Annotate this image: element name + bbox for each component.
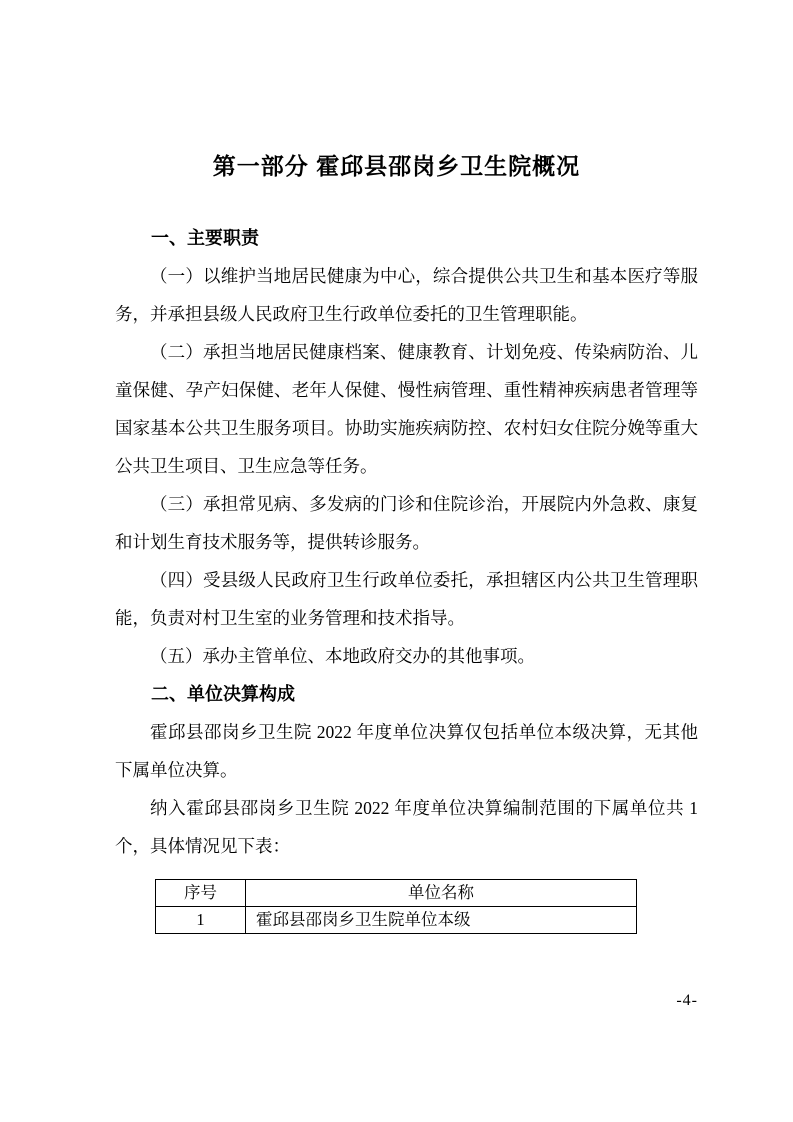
table-header-row <box>156 880 637 907</box>
document-body <box>115 219 698 934</box>
table-cell-sequence: 1 <box>156 907 246 934</box>
table-row <box>156 907 637 934</box>
table-cell-unit-name: 霍邱县邵岗乡卫生院单位本级 <box>246 907 637 934</box>
paragraph-duty-1: （一）以维护当地居民健康为中心，综合提供公共卫生和基本医疗等服务，并承担县级人民政府卫生行政单位委托的卫生管理职能。 <box>115 266 698 324</box>
paragraph-duty-3: （三）承担常见病、多发病的门诊和住院诊治，开展院内外急救、康复和计划生育技术服务等，提供转诊服务。 <box>115 494 698 552</box>
paragraph-duty-5: （五）承办主管单位、本地政府交办的其他事项。 <box>150 646 535 666</box>
table-header-unit-name: 单位名称 <box>246 880 637 907</box>
document-title: 第一部分 霍邱县邵岗乡卫生院概况 <box>212 153 581 179</box>
table-header-sequence: 序号 <box>156 880 246 907</box>
section-heading-main-duties: 一、主要职责 <box>151 228 259 248</box>
paragraph-duty-4: （四）受县级人民政府卫生行政单位委托，承担辖区内公共卫生管理职能，负责对村卫生室的业务管理和技术指导。 <box>115 570 698 628</box>
page-number: -4- <box>676 992 698 1009</box>
paragraph-budget-2: 纳入霍邱县邵岗乡卫生院 2022 年度单位决算编制范围的下属单位共 1 个，具体情况见下表： <box>115 798 698 856</box>
paragraph-duty-2: （二）承担当地居民健康档案、健康教育、计划免疫、传染病防治、儿童保健、孕产妇保健、老年人保健、慢性病管理、重性精神疾病患者管理等国家基本公共卫生服务项目。协助实施疾病防控、农村妇女住院分娩等重大公共卫生项目、卫生应急等任务。 <box>115 342 698 476</box>
subordinate-units-table <box>155 879 637 934</box>
section-heading-budget-composition: 二、单位决算构成 <box>151 684 295 704</box>
paragraph-budget-1: 霍邱县邵岗乡卫生院 2022 年度单位决算仅包括单位本级决算，无其他下属单位决算。 <box>115 722 698 780</box>
